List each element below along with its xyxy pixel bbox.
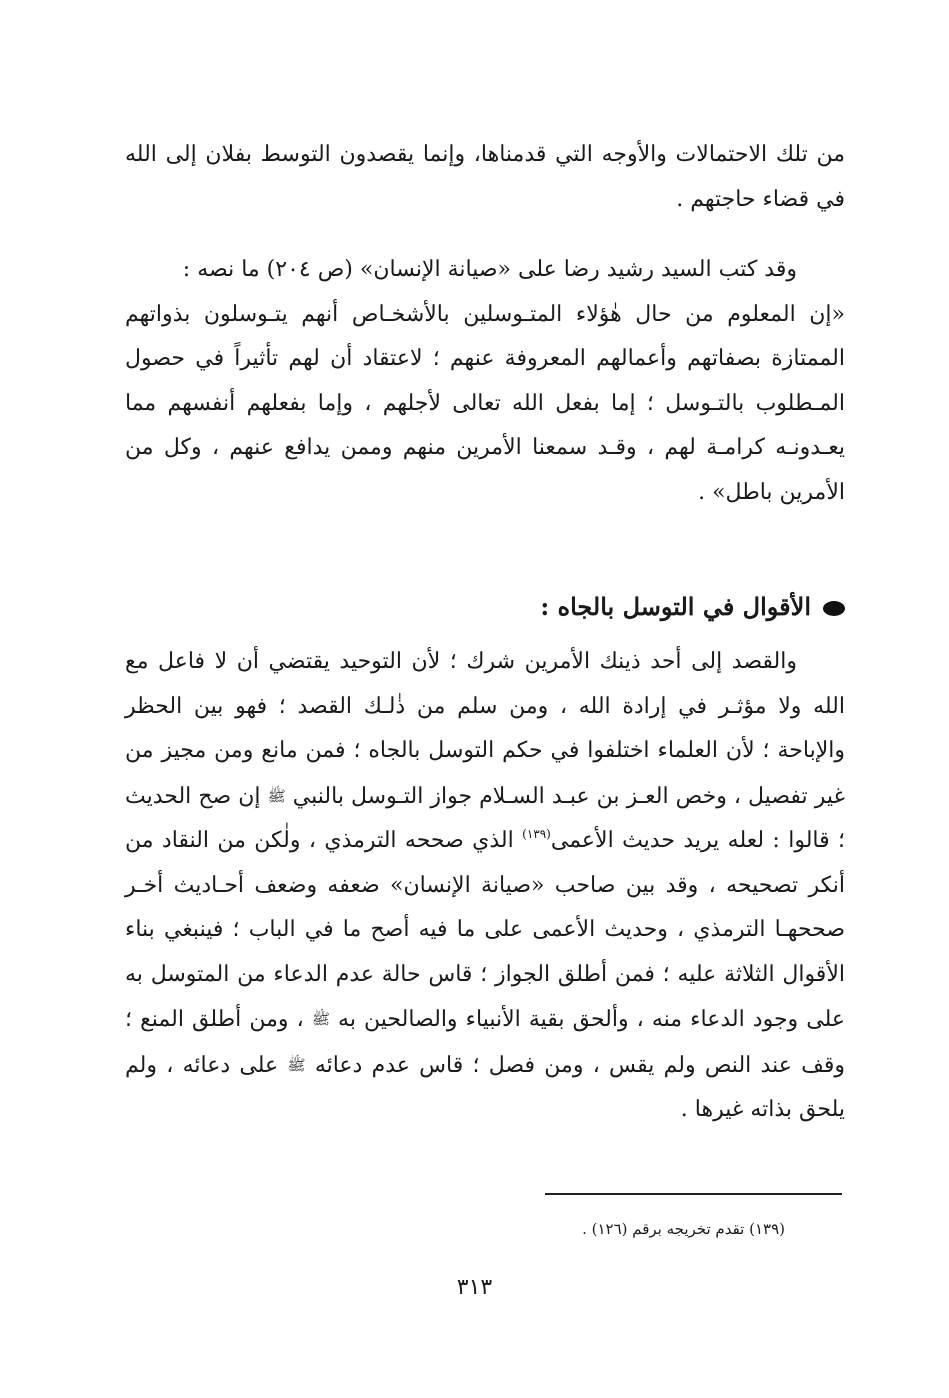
- section-heading-text: الأقوال في التوسل بالجاه :: [540, 592, 811, 621]
- section-paragraph: [125, 640, 845, 1133]
- section-body: [125, 640, 845, 1133]
- opening-paragraph-block: [125, 133, 845, 222]
- section-heading: [125, 585, 845, 629]
- salawat-symbol: ﷺ: [311, 1010, 330, 1028]
- quotation-block: [125, 248, 845, 515]
- footnote-divider: [545, 1193, 842, 1195]
- paragraph-segment: إن صح الحديث ؛ قالوا : لعله يريد حديث الأعمى: [125, 783, 845, 853]
- quotation-text: «إن المعلوم من حال هٰؤلاء المتـوسلين بالأشخـاص أنهم يتـوسلون بذواتهم الممتازة بصفاتهم وأعمالهم المعروفة عنهم ؛ لاعتقاد أن لهم تأثيراً في حصول المـطلوب بالتـوسل ؛ إما بفعل الله تعالى لأجلهم ، وإما بفعلهم أنفسهم مما يعـدونـه كرامـة لهم ، وقـد سمعنا الأمرين منهم وممن يدافع عنهم ، وكل من الأمرين باطل» .: [125, 301, 845, 505]
- paragraph-segment: والقصد إلى أحد ذينك الأمرين شرك ؛ لأن التوحيد يقتضي أن لا فاعل مع الله ولا مؤثـر في إرادة الله ، ومن سلم من ذٰلـك القصد ؛ فهو بين الحظر والإباحة ؛ لأن العلماء اختلفوا في حكم التوسل بالجاه ؛ فمن مانع ومن مجيز من غير تفصيل ، وخص العـز بن عبـد السـلام جواز التـوسل بالنبي: [125, 649, 845, 809]
- footnote-reference: (١٣٩): [522, 827, 551, 841]
- opening-paragraph: من تلك الاحتمالات والأوجه التي قدمناها، وإنما يقصدون التوسط بفلان إلى الله في قضاء حاجتهم .: [125, 142, 845, 212]
- footnote: (١٣٩) تقدم تخريجه برقم (١٢٦) .: [582, 1220, 785, 1238]
- paragraph-segment: على دعائه ، ولم يلحق بذاته غيرها .: [125, 1052, 845, 1122]
- salawat-symbol: ﷺ: [287, 1055, 306, 1074]
- page-number: ٣١٣: [456, 1275, 493, 1300]
- paragraph-segment: الذي صححه الترمذي ، ولٰكن من النقاد من أنكر تصحيحه ، وقد بين صاحب «صيانة الإنسان» ضعفه وضعف أحـاديث أخـر صححهـا الترمذي ، وحديث الأعمى على ما فيه أصح ما في الباب ؛ فينبغي بناء الأقوال الثلاثة عليه ؛ فمن أطلق الجواز ؛ قاس حالة عدم الدعاء من المتوسل به على وجود الدعاء منه ، وألحق بقية الأنبياء والصالحين به: [125, 828, 846, 1032]
- salawat-symbol: ﷺ: [267, 786, 286, 805]
- paragraph-segment: ، ومن أطلق المنع ؛ وقف عند النص ولم يقس ، ومن فصل ؛ قاس عدم دعائه: [125, 1007, 846, 1078]
- bullet-icon: [823, 601, 845, 616]
- quotation-intro: وقد كتب السيد رشيد رضا على «صيانة الإنسان» (ص ٢٠٤) ما نصه :: [182, 257, 797, 282]
